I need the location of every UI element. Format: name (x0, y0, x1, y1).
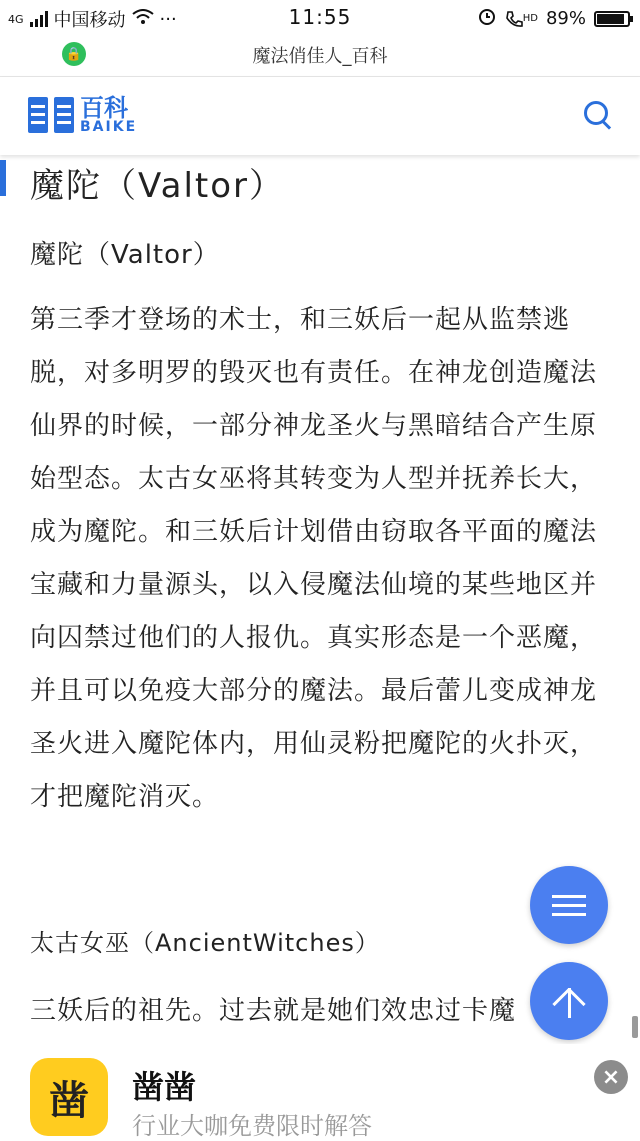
site-header (0, 77, 640, 155)
logo-cn: 百科 (80, 94, 128, 122)
back-to-top-button[interactable] (530, 962, 608, 1040)
browser-title-bar (0, 34, 640, 77)
phone-hd-icon (505, 10, 538, 28)
network-type: 4G (8, 12, 24, 26)
search-icon[interactable] (584, 101, 614, 131)
more-dots: ··· (159, 8, 177, 30)
article-paragraph: 第三季才登场的术士，和三妖后一起从监禁逃脱，对多明罗的毁灭也有责任。在神龙创造魔法仙界的时候，一部分神龙圣火与黑暗结合产生原始型态。太古女巫将其转变为人型并抚养长大，成为魔陀。和三妖后计划借由窃取各平面的魔法宝藏和力量源头，以入侵魔法仙境的某些地区并向囚禁过他们的人报仇。真实形态是一个恶魔，并且可以免疫大部分的魔法。最后蕾儿变成神龙圣火进入魔陀体内，用仙灵粉把魔陀的火扑灭，才把魔陀消灭。 (30, 305, 598, 812)
sub-heading-2: 太古女巫（AncientWitches） (30, 929, 380, 957)
logo-text (80, 96, 137, 134)
secure-lock-icon[interactable]: 🔒 (62, 42, 86, 66)
page-url-title[interactable]: 魔法俏佳人_百科 (252, 46, 388, 67)
logo-en: BAIKE (80, 119, 138, 135)
status-bar (0, 0, 640, 34)
scrollbar[interactable] (632, 1016, 638, 1038)
clock: 11:55 (288, 5, 352, 29)
status-right (477, 6, 630, 31)
carrier-name: 中国移动 (53, 10, 126, 31)
ad-title[interactable]: 凿凿 (132, 1068, 197, 1106)
arrow-up-icon (552, 984, 586, 1018)
menu-icon (552, 889, 586, 922)
book-icon (28, 95, 74, 135)
ad-banner[interactable] (0, 1044, 640, 1138)
battery-fill (597, 14, 624, 24)
toc-menu-button[interactable] (530, 866, 608, 944)
hd-label: HD (522, 13, 538, 24)
alarm-icon (477, 6, 497, 31)
battery-icon (594, 11, 630, 27)
section-heading: 魔陀（Valtor） (30, 166, 286, 206)
article-paragraph-2: 三妖后的祖先。过去就是她们效忠过卡魔 (30, 996, 517, 1026)
ad-subtitle[interactable]: 行业大咖免费限时解答 (132, 1112, 372, 1140)
section-marker (0, 160, 6, 196)
app-icon[interactable]: 凿 (30, 1058, 108, 1136)
baike-logo[interactable] (28, 95, 137, 135)
battery-percent: 89% (545, 8, 586, 29)
close-icon[interactable]: × (594, 1060, 628, 1094)
sub-heading: 魔陀（Valtor） (30, 240, 220, 270)
